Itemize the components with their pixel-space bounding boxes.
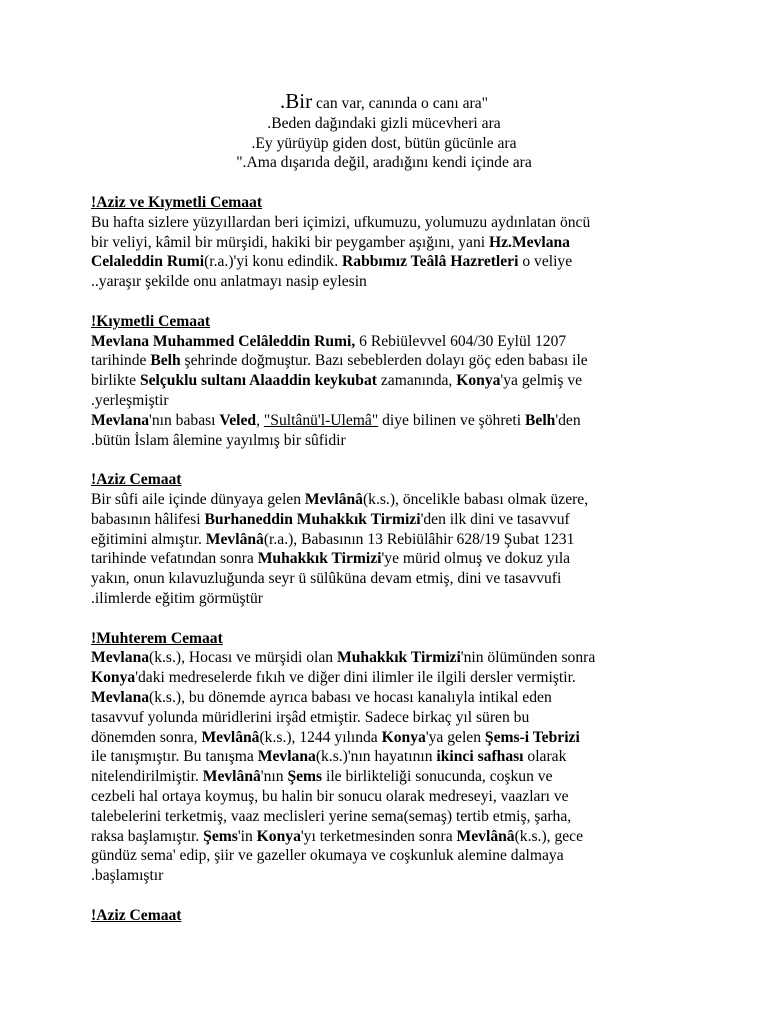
bold-text: Muhakkık Tirmizi	[257, 550, 382, 568]
paragraph-line	[91, 431, 691, 451]
text: 'daki medreselerde fıkıh ve diğer dini ilimler ile ilgili dersler vermiştir.	[135, 669, 576, 687]
paragraph-line	[91, 668, 691, 688]
text: bir veliyi, kâmil bir mürşidi, hakiki bir peygamber aşığını, yani	[91, 233, 489, 251]
text: (k.s.), Hocası ve mürşidi olan	[149, 649, 338, 667]
text: 'ya gelen	[425, 728, 485, 746]
bold-text: Mevlana	[257, 748, 316, 766]
paragraph-line	[91, 272, 691, 292]
paragraph-line	[91, 371, 691, 391]
bold-text: Mevlana	[91, 649, 150, 667]
paragraph-line	[91, 351, 691, 371]
underlined-text: "Sultânü'l-Ulemâ"	[263, 411, 379, 429]
text: (k.s.), gece	[514, 827, 583, 845]
paragraph-line	[91, 510, 691, 530]
bold-text: Konya	[456, 372, 501, 390]
text: yakın, onun kılavuzluğunda seyr ü sülûküna devam etmiş, dini ve tasavvufi	[91, 570, 562, 588]
bold-text: Mevlânâ	[201, 728, 260, 746]
section-heading: !Aziz Cemaat	[91, 471, 182, 489]
paragraph-line	[91, 213, 691, 233]
text: tasavvuf yolunda müridlerini irşâd etmiştir. Sadece birkaç yıl süren bu	[91, 708, 530, 726]
poem-line-4: ".Ama dışarıda değil, aradığını kendi içinde ara	[236, 154, 532, 172]
text: Bir sûfi aile içinde dünyaya gelen	[91, 490, 305, 508]
text: 'yı terketmesinden sonra	[300, 827, 457, 845]
text: .bütün İslam âlemine yayılmış bir sûfidir	[91, 431, 346, 449]
text: 'nin ölümünden sonra	[460, 649, 596, 667]
section	[91, 470, 691, 609]
bold-text: Veled	[219, 411, 257, 429]
text: talebelerini terketmiş, vaaz meclisleri yerine sema(semaş) tertib etmiş, şarha,	[91, 807, 572, 825]
paragraph-line	[91, 530, 691, 550]
text: 'den	[555, 411, 581, 429]
bold-text: Celaleddin Rumi	[91, 253, 205, 271]
paragraph-line	[91, 708, 691, 728]
poem-line-1-rest: can var, canında o canı ara"	[312, 95, 488, 112]
bold-text: Şems-i Tebrizi	[484, 728, 580, 746]
text: olarak	[523, 748, 567, 766]
paragraph-line	[91, 569, 691, 589]
text: ile birlikteliği sonucunda, coşkun ve	[322, 768, 553, 786]
poem-line-3: .Ey yürüyüp giden dost, bütün gücünle ara	[251, 134, 517, 152]
bold-text: Rabbımız Teâlâ Hazretleri	[342, 253, 519, 271]
text: cezbeli hal ortaya koymuş, bu halin bir sonucu olarak medreseyi, vaazları ve	[91, 787, 569, 805]
bold-text: Konya	[381, 728, 426, 746]
section	[91, 629, 691, 886]
poem-line-1	[0, 89, 768, 114]
section-heading: !Muhterem Cemaat	[91, 629, 223, 647]
text: zamanında,	[376, 372, 457, 390]
paragraph-line	[91, 807, 691, 827]
poem-line-1-big: .Bir	[280, 89, 313, 113]
bold-text: ikinci safhası	[436, 748, 524, 766]
text: .başlamıştır	[91, 867, 164, 885]
bold-text: Burhaneddin Muhakkık Tirmizi	[204, 510, 421, 528]
poem-line-2: .Beden dağındaki gizli mücevheri ara	[267, 114, 501, 132]
text: 6 Rebiülevvel 604/30 Eylül 1207	[355, 332, 567, 350]
paragraph-line	[91, 549, 691, 569]
paragraph-line	[91, 391, 691, 411]
text: dönemden sonra,	[91, 728, 202, 746]
section	[91, 312, 691, 451]
paragraph-line	[91, 688, 691, 708]
text: ..yaraşır şekilde onu anlatmayı nasip eylesin	[91, 273, 367, 291]
text: tarihinde	[91, 352, 151, 370]
text: 'ye mürid olmuş ve dokuz yıla	[381, 550, 571, 568]
text: gündüz sema' edip, şiir ve gazeller okumaya ve coşkunluk alemine dalmaya	[91, 847, 564, 865]
paragraph-line	[91, 767, 691, 787]
section	[91, 906, 691, 926]
paragraph-line	[91, 846, 691, 866]
text: ile tanışmıştır. Bu tanışma	[91, 748, 258, 766]
paragraph-line	[91, 787, 691, 807]
paragraph-line	[91, 332, 691, 352]
text: 'nın	[260, 768, 288, 786]
text: (k.s.), 1244 yılında	[259, 728, 382, 746]
paragraph-line	[91, 728, 691, 748]
text: 'nın babası	[149, 411, 220, 429]
text: (r.a.), Babasının 13 Rebiülâhir 628/19 Şubat 1231	[263, 530, 575, 548]
bold-text: Mevlana	[91, 688, 150, 706]
text: tarihinde vefatından sonra	[91, 550, 258, 568]
bold-text: Mevlânâ	[304, 490, 363, 508]
paragraph-line	[91, 490, 691, 510]
bold-text: Belh	[525, 411, 556, 429]
text: ,	[256, 411, 264, 429]
poem-block	[0, 89, 768, 173]
text: (r.a.)'yi konu edindik.	[204, 253, 343, 271]
bold-text: Konya	[256, 827, 301, 845]
text: eğitimini almıştır.	[91, 530, 206, 548]
bold-text: Mevlânâ	[202, 768, 261, 786]
text: raksa başlamıştır.	[91, 827, 204, 845]
bold-text: Mevlana	[91, 411, 150, 429]
text: birlikte	[91, 372, 140, 390]
paragraph-line	[91, 252, 691, 272]
document-body	[91, 193, 691, 925]
bold-text: Şems	[203, 827, 238, 845]
text: .ilimlerde eğitim görmüştür	[91, 589, 263, 607]
text: diye bilinen ve şöhreti	[378, 411, 525, 429]
paragraph-line	[91, 589, 691, 609]
paragraph-line	[91, 411, 691, 431]
bold-text: Şems	[287, 768, 323, 786]
bold-text: Hz.Mevlana	[489, 233, 570, 251]
bold-text: Selçuklu sultanı Alaaddin keykubat	[139, 372, 377, 390]
section-heading: !Aziz Cemaat	[91, 906, 182, 924]
text: .yerleşmiştir	[91, 391, 169, 409]
text: şehrinde doğmuştur. Bazı sebeblerden dolayı göç eden babası ile	[180, 352, 588, 370]
section-heading: !Kıymetli Cemaat	[91, 312, 211, 330]
text: o veliye	[518, 253, 573, 271]
section	[91, 193, 691, 292]
bold-text: Muhakkık Tirmizi	[337, 649, 461, 667]
bold-text: Konya	[91, 669, 136, 687]
paragraph-line	[91, 648, 691, 668]
section-heading: !Aziz ve Kıymetli Cemaat	[91, 194, 263, 211]
text: 'in	[237, 827, 257, 845]
bold-text: Mevlânâ	[205, 530, 264, 548]
text: 'ya gelmiş ve	[500, 372, 583, 390]
text: babasının hâlifesi	[91, 510, 205, 528]
bold-text: Mevlana Muhammed Celâleddin Rumi,	[91, 332, 356, 350]
text: Bu hafta sizlere yüzyıllardan beri içimizi, ufkumuzu, yolumuzu aydınlatan öncü	[91, 213, 591, 231]
text: (k.s.)'nın hayatının	[315, 748, 437, 766]
bold-text: Belh	[150, 352, 181, 370]
text: 'den ilk dini ve tasavvuf	[420, 510, 570, 528]
paragraph-line	[91, 747, 691, 767]
text: (k.s.), bu dönemde ayrıca babası ve hocası kanalıyla intikal eden	[149, 688, 552, 706]
paragraph-line	[91, 866, 691, 886]
text: nitelendirilmiştir.	[91, 768, 203, 786]
paragraph-line	[91, 827, 691, 847]
bold-text: Mevlânâ	[456, 827, 515, 845]
paragraph-line	[91, 233, 691, 253]
text: (k.s.), öncelikle babası olmak üzere,	[362, 490, 589, 508]
